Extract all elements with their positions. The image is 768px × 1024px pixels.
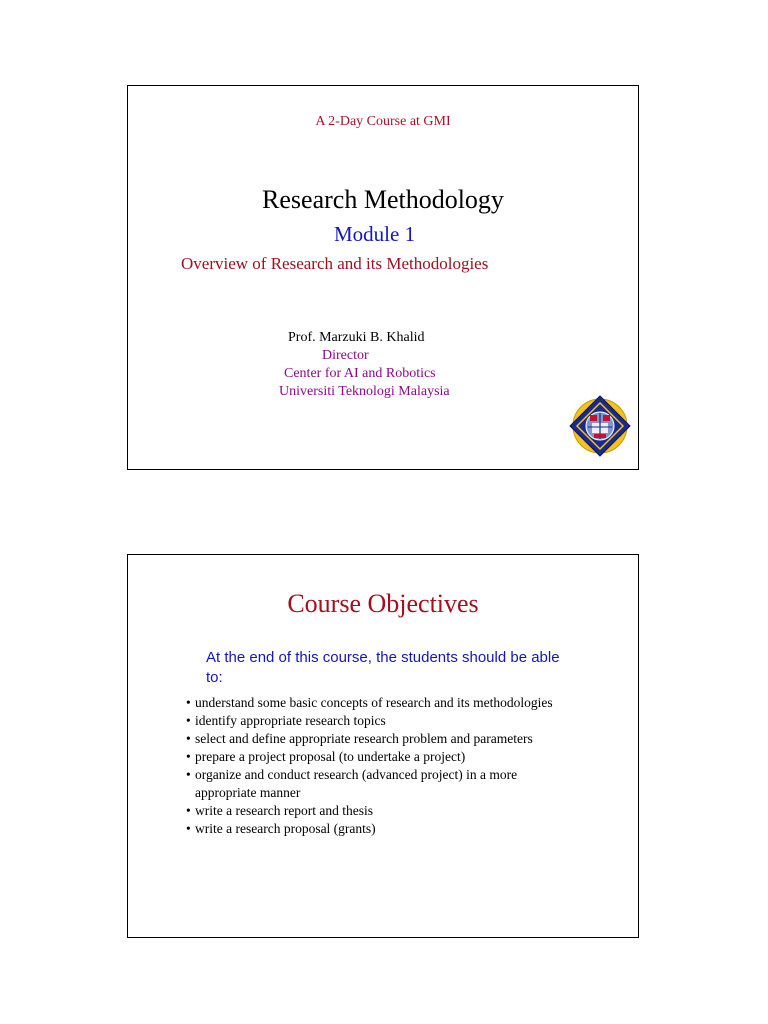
objectives-title: Course Objectives <box>287 589 479 618</box>
objectives-intro: At the end of this course, the students should be able to: <box>206 649 560 686</box>
author-university: Universiti Teknologi Malaysia <box>279 384 450 399</box>
list-item: • write a research report and thesis <box>186 802 576 820</box>
list-item: • organize and conduct research (advanced project) in a more appropriate manner <box>186 766 576 802</box>
module-subtitle: Overview of Research and its Methodologies <box>181 254 489 273</box>
author-name: Prof. Marzuki B. Khalid <box>288 330 425 345</box>
list-item: • prepare a project proposal (to undertake a project) <box>186 748 576 766</box>
title-slide <box>127 85 639 470</box>
course-tag: A 2-Day Course at GMI <box>315 114 451 129</box>
author-position: Director <box>322 348 369 363</box>
presentation-title: Research Methodology <box>262 185 504 214</box>
objectives-list <box>186 694 576 838</box>
list-item: • identify appropriate research topics <box>186 712 576 730</box>
list-item: • select and define appropriate research problem and parameters <box>186 730 576 748</box>
module-label: Module 1 <box>334 222 416 246</box>
author-department: Center for AI and Robotics <box>284 366 436 381</box>
objectives-slide <box>127 554 639 938</box>
list-item: • understand some basic concepts of research and its methodologies <box>186 694 576 712</box>
list-item: • write a research proposal (grants) <box>186 820 576 838</box>
university-crest-icon <box>568 394 632 458</box>
